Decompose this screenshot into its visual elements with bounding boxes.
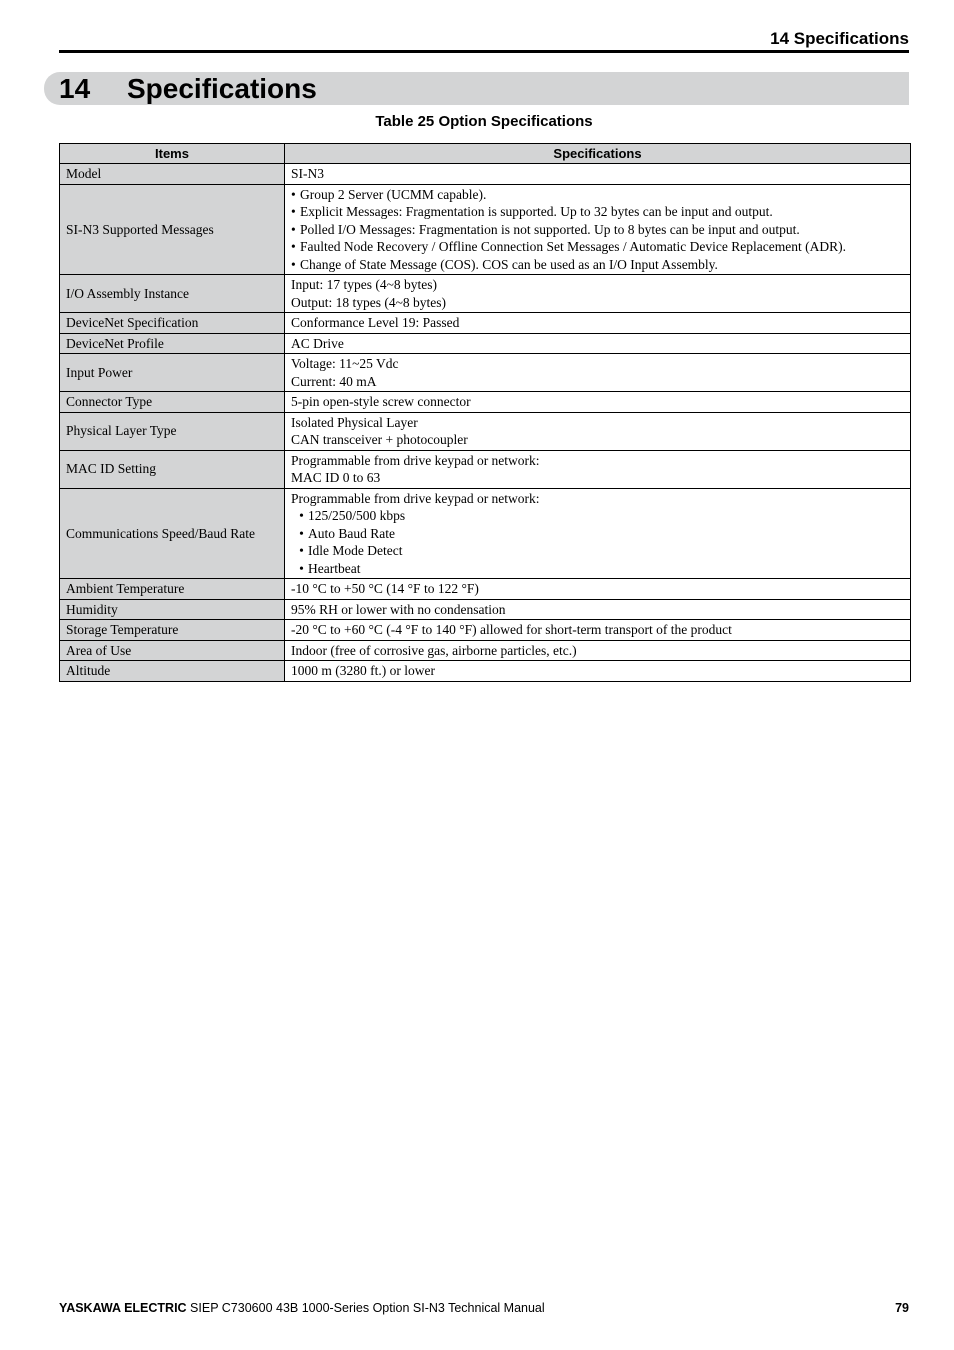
spec-line: -20 °C to +60 °C (-4 °F to 140 °F) allowed for short-term transport of the product [291, 622, 732, 637]
page-footer [59, 1299, 909, 1317]
spec-line: -10 °C to +50 °C (14 °F to 122 °F) [291, 581, 479, 596]
table-row [60, 333, 911, 354]
spec-line: Isolated Physical Layer [291, 414, 418, 430]
item-cell: Storage Temperature [60, 620, 285, 641]
footer-document-title: SIEP C730600 43B 1000-Series Option SI-N3 Technical Manual [186, 1301, 545, 1315]
table-row [60, 599, 911, 620]
spec-line: 5-pin open-style screw connector [291, 394, 471, 409]
item-cell: Model [60, 164, 285, 185]
table-row [60, 488, 911, 579]
item-cell: MAC ID Setting [60, 450, 285, 488]
footer-brand: YASKAWA ELECTRIC [59, 1301, 187, 1315]
section-title: Specifications [127, 73, 317, 104]
spec-line: 95% RH or lower with no condensation [291, 601, 506, 617]
specification-cell [285, 640, 911, 661]
column-header-items: Items [60, 144, 285, 164]
spec-bullet-item: • 125/250/500 kbps [291, 507, 904, 525]
table-row [60, 313, 911, 334]
spec-line: Voltage: 11~25 Vdc [291, 356, 399, 371]
spec-line: Programmable from drive keypad or network: [291, 452, 540, 468]
table-header-row [60, 144, 911, 164]
specification-cell [285, 599, 911, 620]
table-row [60, 640, 911, 661]
table-row [60, 579, 911, 600]
specification-cell [285, 620, 911, 641]
running-header-title: 14 Specifications [770, 29, 909, 48]
spec-line: Conformance Level 19: Passed [291, 315, 460, 330]
item-cell: SI-N3 Supported Messages [60, 184, 285, 275]
specification-cell [285, 184, 911, 275]
table-row [60, 392, 911, 413]
item-cell: Connector Type [60, 392, 285, 413]
item-cell: Ambient Temperature [60, 579, 285, 600]
specification-cell [285, 313, 911, 334]
table-row [60, 450, 911, 488]
item-cell: Physical Layer Type [60, 412, 285, 450]
spec-bullet-item: • Explicit Messages: Fragmentation is supported. Up to 32 bytes can be input and output. [291, 203, 904, 221]
spec-line: MAC ID 0 to 63 [291, 470, 381, 485]
spec-line: CAN transceiver + photocoupler [291, 432, 468, 447]
spec-line: 1000 m (3280 ft.) or lower [291, 663, 435, 678]
item-cell: Communications Speed/Baud Rate [60, 488, 285, 579]
running-header [59, 28, 909, 53]
specification-cell [285, 275, 911, 313]
item-cell: Altitude [60, 661, 285, 682]
table-caption: Table 25 Option Specifications [375, 113, 593, 130]
spec-line: Programmable from drive keypad or network: [291, 490, 540, 506]
item-cell: DeviceNet Specification [60, 313, 285, 334]
spec-line: Input: 17 types (4~8 bytes) [291, 277, 438, 292]
table-body [60, 164, 911, 682]
specification-cell [285, 333, 911, 354]
item-cell: Input Power [60, 354, 285, 392]
specification-cell [285, 661, 911, 682]
table-row [60, 412, 911, 450]
column-header-specifications: Specifications [285, 144, 911, 164]
spec-line: Current: 40 mA [291, 373, 377, 389]
item-cell: Humidity [60, 599, 285, 620]
table-row [60, 354, 911, 392]
specification-cell [285, 354, 911, 392]
specification-cell [285, 412, 911, 450]
specifications-table [59, 143, 911, 682]
spec-line: AC Drive [291, 335, 344, 351]
table-row [60, 275, 911, 313]
section-number: 14 [59, 73, 91, 104]
item-cell: I/O Assembly Instance [60, 275, 285, 313]
spec-line: Indoor (free of corrosive gas, airborne particles, etc.) [291, 642, 577, 658]
page-number: 79 [895, 1301, 909, 1315]
spec-bullet-item: • Heartbeat [291, 560, 904, 578]
spec-line: Output: 18 types (4~8 bytes) [291, 294, 447, 310]
spec-line: SI-N3 [291, 166, 324, 181]
table-row [60, 164, 911, 185]
spec-bullet-item: • Group 2 Server (UCMM capable). [291, 186, 904, 204]
specification-cell [285, 164, 911, 185]
specification-cell [285, 488, 911, 579]
table-row [60, 184, 911, 275]
item-cell: Area of Use [60, 640, 285, 661]
spec-bullet-item: • Faulted Node Recovery / Offline Connection Set Messages / Automatic Device Replacement (ADR). [291, 238, 904, 256]
specification-cell [285, 392, 911, 413]
spec-bullet-item: • Change of State Message (COS). COS can be used as an I/O Input Assembly. [291, 256, 904, 274]
spec-bullet-item: • Polled I/O Messages: Fragmentation is not supported. Up to 8 bytes can be input and output. [291, 221, 904, 239]
table-row [60, 620, 911, 641]
spec-bullet-item: • Auto Baud Rate [291, 525, 904, 543]
specification-cell [285, 450, 911, 488]
section-heading [44, 72, 909, 105]
specification-cell [285, 579, 911, 600]
item-cell: DeviceNet Profile [60, 333, 285, 354]
table-row [60, 661, 911, 682]
spec-bullet-item: • Idle Mode Detect [291, 542, 904, 560]
